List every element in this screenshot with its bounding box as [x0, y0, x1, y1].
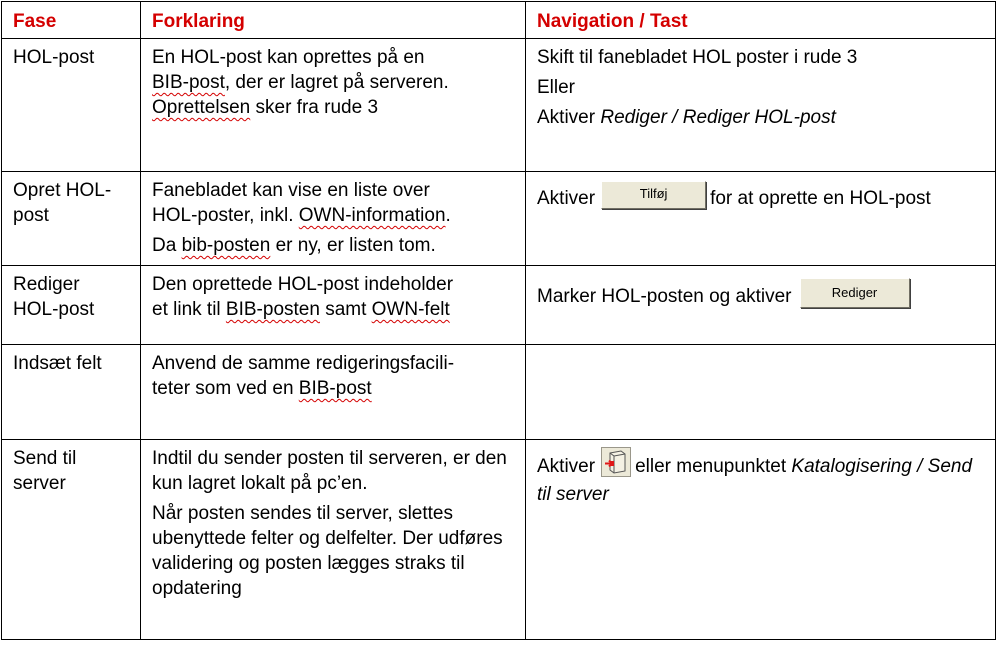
header-row	[2, 2, 996, 39]
spellcheck-word: BIB-posten	[225, 299, 320, 320]
paragraph: Indtil du sender posten til serveren, er den kun lagret lokalt på pc’en.	[152, 448, 507, 494]
navigation-cell	[526, 39, 996, 172]
text-line: Den oprettede HOL-post indeholder	[152, 274, 454, 295]
navigation-cell	[526, 440, 996, 640]
navigation-cell	[526, 266, 996, 345]
forklaring-cell	[141, 440, 526, 640]
text-line: En HOL-post kan oprettes på en	[152, 47, 425, 68]
add-button[interactable]: Tilføj	[601, 181, 706, 209]
spellcheck-word: BIB-post	[298, 378, 372, 399]
header-fase: Fase	[2, 2, 141, 39]
send-to-server-icon[interactable]	[601, 447, 631, 477]
text-line: Marker HOL-posten og aktiver	[537, 286, 792, 308]
text-line: .	[445, 205, 451, 226]
fase-cell: Opret HOL-post	[2, 172, 141, 266]
text-line: er ny, er listen tom.	[270, 235, 436, 256]
text-line: Fanebladet kan vise en liste over	[152, 180, 430, 201]
text-line: HOL-poster, inkl.	[152, 205, 299, 226]
text-line: Aktiver	[537, 188, 596, 210]
text-line: samt	[319, 299, 372, 320]
menu-path: Rediger / Rediger HOL-post	[600, 107, 836, 128]
menu-path: Katalogisering / Send til server	[537, 456, 973, 505]
paragraph: Når posten sendes til server, slettes ubenyttede felter og delfelter. Der udføres validering og posten lægges straks til opdatering	[152, 503, 503, 599]
spellcheck-word: BIB-post	[152, 72, 225, 93]
fase-cell: Indsæt felt	[2, 345, 141, 440]
forklaring-cell	[141, 172, 526, 266]
text-line: Aktiver	[537, 456, 596, 478]
header-forklaring: Forklaring	[141, 2, 526, 39]
text-line: Da	[152, 235, 182, 256]
text-line: sker fra rude 3	[250, 97, 379, 118]
navigation-cell	[526, 172, 996, 266]
forklaring-cell	[141, 266, 526, 345]
forklaring-cell	[141, 345, 526, 440]
text-line: et link til	[152, 299, 226, 320]
spellcheck-word: Oprettelsen	[152, 97, 251, 118]
navigation-cell	[526, 345, 996, 440]
forklaring-cell	[141, 39, 526, 172]
text-line: Skift til fanebladet HOL poster i rude 3	[537, 47, 858, 68]
fase-cell: HOL-post	[2, 39, 141, 172]
table-row	[2, 266, 996, 345]
text-line: Aktiver	[537, 107, 601, 128]
spellcheck-word: OWN-felt	[371, 299, 450, 320]
table-row	[2, 172, 996, 266]
table-row	[2, 39, 996, 172]
guide-table	[1, 1, 996, 640]
fase-cell: Rediger HOL-post	[2, 266, 141, 345]
header-navigation: Navigation / Tast	[526, 2, 996, 39]
text-line: teter som ved en	[152, 378, 299, 399]
table-row	[2, 440, 996, 640]
text-line: for at oprette en HOL-post	[710, 188, 931, 210]
fase-cell: Send til server	[2, 440, 141, 640]
table-row	[2, 345, 996, 440]
text-line: eller menupunktet	[635, 456, 792, 478]
text-line: , der er lagret på serveren.	[224, 72, 449, 93]
spellcheck-word: OWN-information	[298, 205, 446, 226]
text-line: Eller	[537, 77, 576, 98]
text-line: Anvend de samme redigeringsfacili-	[152, 353, 455, 374]
edit-button[interactable]: Rediger	[800, 278, 910, 308]
spellcheck-word: bib-posten	[181, 235, 271, 256]
